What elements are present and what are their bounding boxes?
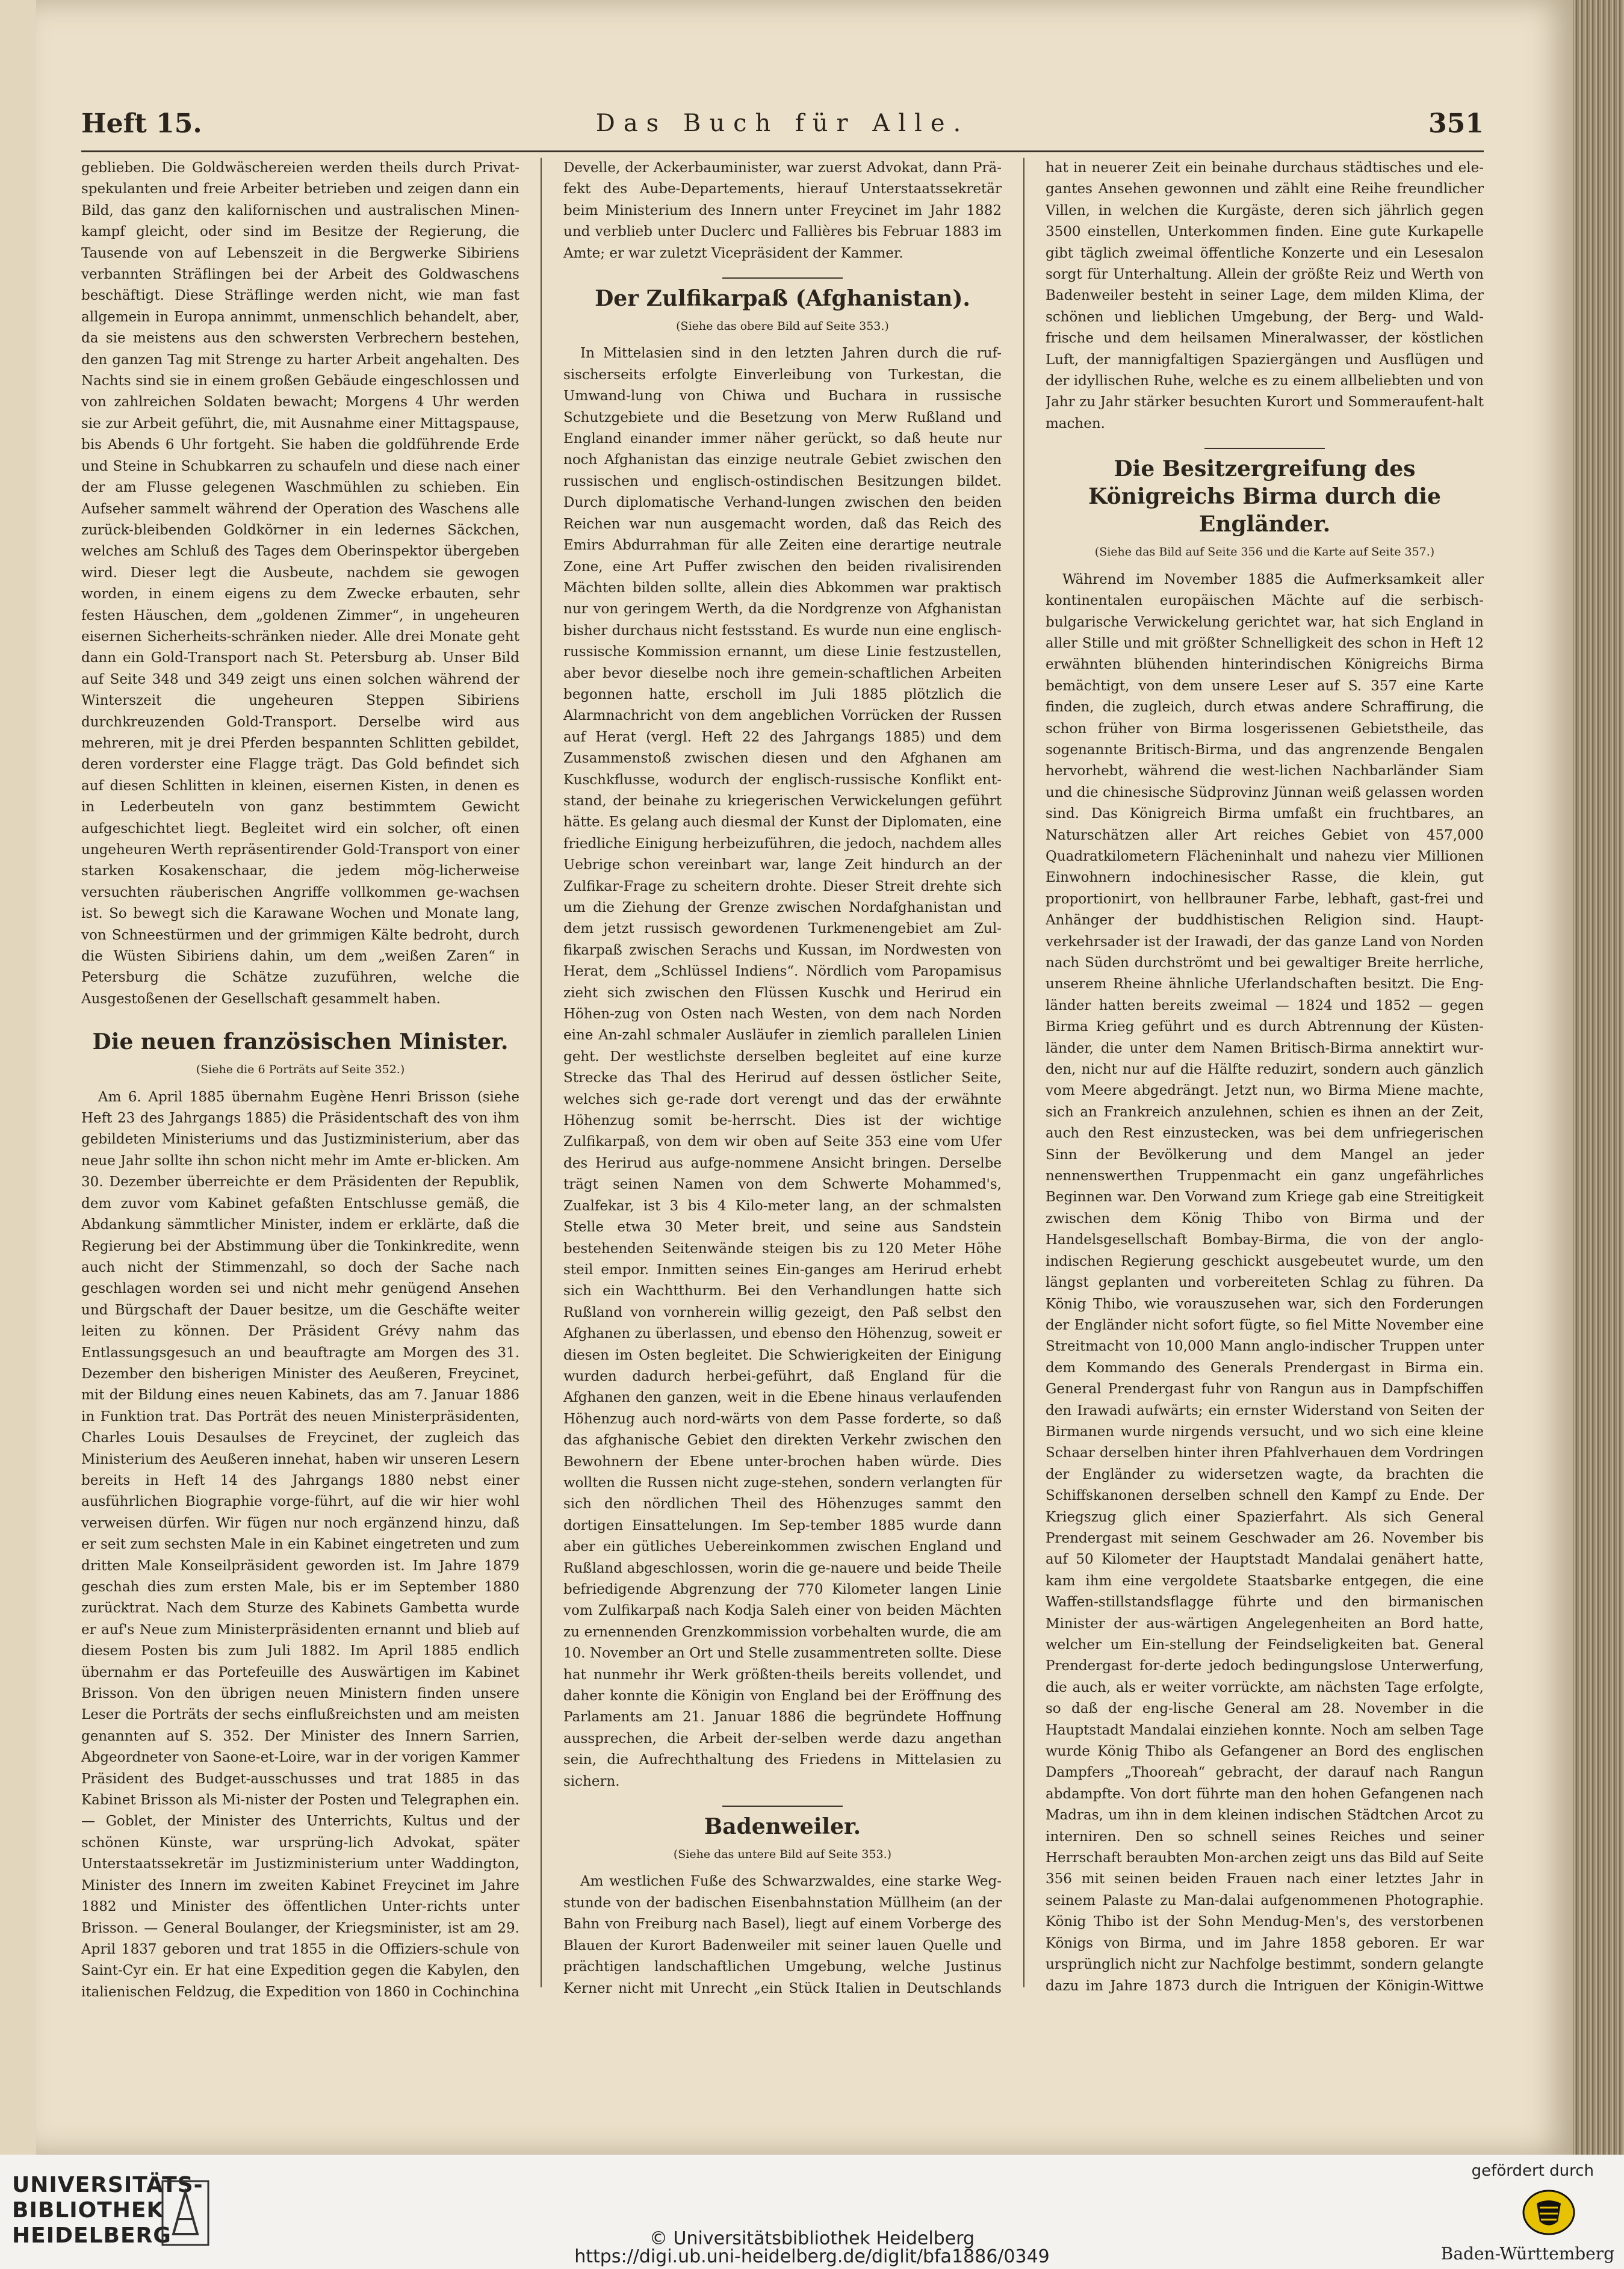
page-number: 351 xyxy=(1428,108,1484,139)
permalink[interactable]: https://digi.ub.uni-heidelberg.de/diglit/bfa1886/0349 xyxy=(574,2246,1050,2267)
text-column-3 xyxy=(1046,158,1484,1999)
image-reference: (Siehe das obere Bild auf Seite 353.) xyxy=(676,320,889,333)
article-heading-zulfikar: Der Zulfikarpaß (Afghanistan). xyxy=(595,286,970,312)
issue-number: Heft 15. xyxy=(81,108,202,139)
paragraph: Am westlichen Fuße des Schwarzwaldes, eine starke Weg-stunde von der badischen Eisenbahnstation Müllheim (an der Bahn von Freiburg nach Basel), liegt auf einem Vorberge des Blauen der Kurort Badenweiler mit seiner lauen Quelle und prächtigen landschaftlichen Umgebung, welche Justinus Kerner nicht mit Unrecht „ein Stück Italien in Deutschlands xyxy=(563,1874,1002,1996)
paragraph: geblieben. Die Goldwäschereien werden theils durch Privat-spekulanten und freie Arbeiter betrieben und zeigen dann ein Bild, das ganz den kalifornischen und australischen Minen-kampf gleicht, oder sind im Besitze der Regierung, die Tausende von auf Lebenszeit in die Bergwerke Sibiriens verbannten Sträflingen bei der Arbeit des Goldwaschens beschäftigt. Diese Sträflinge werden nicht, wie man fast allgemein in Europa annimmt, unmenschlich behandelt, aber, da sie meistens aus den schwersten Verbrechern bestehen, den ganzen Tag mit Strenge zu harter Arbeit angehalten. Des Nachts sind sie in einem großen Gebäude eingeschlossen und von zahlreichen Soldaten bewacht; Morgens 4 Uhr werden sie zur Arbeit geführt, die, mit Ausnahme einer Mittagspause, bis Abends 6 Uhr fortgeht. Sie haben die goldführende Erde und Steine in Schubkarren zu schaufeln und diese nach einer der am Flusse gelegenen Waschmühlen zu schieben. Ein Aufseher sammelt während der Operation des Waschens alle zurück-bleibenden Goldkörner in ein ledernes Säckchen, welches am Schluß des Tages dem Oberinspektor übergeben wird. Dieser legt die Ausbeute, nachdem sie gewogen worden, in einem eigens zu dem Zwecke erbauten, sehr festen Häuschen, dem „goldenen Zimmer“, in ungeheuren eisernen Sicherheits-schränken nieder. Alle drei Monate geht dann ein Gold-Transport nach St. Petersburg ab. Unser Bild auf Seite 348 und 349 zeigt uns einen solchen während der Winterszeit die ungeheuren Steppen Sibiriens durchkreuzenden Gold-Transport. Derselbe wird aus mehreren, mit je drei Pferden bespannten Schlitten gebildet, deren vorderster eine Flagge trägt. Das Gold befindet sich auf diesen Schlitten in kleinen, eisernen Kisten, in denen es in Lederbeuteln von ganz bestimmtem Gewicht aufgeschichtet liegt. Begleitet wird ein solcher, oft einen ungeheuren Werth repräsentirender Gold-Transport von einer starken Kosakenschaar, die jedem mög-licherweise versuchten räuberischen Angriffe vollkommen ge-wachsen ist. So bewegt sich die Karawane Wochen und Monate lang, von Schneestürmen und der grimmigen Kälte bedroht, durch die Wüsten Sibiriens dahin, um dem „weißen Zaren“ in Petersburg die Schätze zuzuführen, welche die Ausgestoßenen der Gesellschaft gesammelt haben. xyxy=(81,160,519,1007)
logo-text: BIBLIOTHEK xyxy=(12,2198,164,2223)
paragraph: In Mittelasien sind in den letzten Jahren durch die ruf-sischerseits erfolgte Einverleibung von Turkestan, die Umwand-lung von Chiwa und Buchara in russische Schutzgebiete und die Besetzung von Merw Rußland und England einander immer näher gerückt, so daß heute nur noch Afghanistan das einzige neutrale Gebiet zwischen den russischen und englisch-ostindischen Besitzungen bildet. Durch diplomatische Verhand-lungen zwischen den beiden Reichen war nun ausgemacht worden, daß das Reich des Emirs Abdurrahman für alle Zeiten eine derartige neutrale Zone, eine Art Puffer zwischen den beiden rivalisirenden Mächten bilden sollte, allein dies Abkommen war praktisch nur von geringem Werth, da die Nordgrenze von Afghanistan bisher durchaus nicht festsstand. Es wurde nun eine englisch-russische Kommission ernannt, um diese Linie festzustellen, aber bevor dieselbe noch ihre gemein-schaftlichen Arbeiten begonnen hatte, erscholl im Juli 1885 plötzlich die Alarmnachricht von dem angeblichen Vorrücken der Russen auf Herat (vergl. Heft 22 des Jahrgangs 1885) und dem Zusammenstoß zwischen diesen und den Afghanen am Kuschkflusse, wodurch der englisch-russische Konflikt ent-stand, der beinahe zu kriegerischen Verwickelungen geführt hätte. Es gelang auch diesmal der Kunst der Diplomaten, eine friedliche Einigung herbeizuführen, die jedoch, nachdem alles Uebrige schon vereinbart war, lange Zeit hindurch an der Zulfikar-Frage zu scheitern drohte. Dieser Streit drehte sich um die Ziehung der Grenze zwischen Nordafghanistan und dem jetzt russisch gewordenen Turkmenengebiet am Zul-fikarpaß zwischen Serachs und Kussan, im Nordwesten von Herat, dem „Schlüssel Indiens“. Nördlich vom Paropamisus zieht sich zwischen den Flüssen Kuschk und Herirud ein Höhen-zug von Osten nach Westen, von dem nach Norden eine An-zahl schmaler Ausläufer in ziemlich parallelen Linien geht. Der westlichste derselben begleitet auf eine kurze Strecke das Thal des Herirud auf dessen östlicher Seite, welches sich ge-rade dort verengt und das der erwähnte Höhenzug somit be-herrscht. Dies ist der wichtige Zulfikarpaß, von dem wir oben auf Seite 353 eine vom Ufer des Herirud aus aufge-nommene Ansicht bringen. Derselbe trägt seinen Namen von dem Schwerte Mohammed's, Zualfekar, ist 3 bis 4 Kilo-meter lang, an der schmalsten Stelle etwa 30 Meter breit, und seine aus Sandstein bestehenden Seitenwände steigen bis zu 120 Meter Höhe steil empor. Inmitten seines Ein-ganges am Herirud erhebt sich ein Wachtthurm. Bei den Verhandlungen hatte sich Rußland von vornherein willig gezeigt, den Paß selbst den Afghanen zu überlassen, und ebenso den Höhenzug, soweit er diesen im Osten begleitet. Die Schwierigkeiten der Einigung wurden dadurch herbei-geführt, daß England für die Afghanen den ganzen, weit in die Ebene hinaus verlaufenden Höhenzug auch nord-wärts von dem Passe forderte, so daß das afghanische Gebiet den direkten Verkehr zwischen den Bewohnern der Ebene unter-brochen haben würde. Dies wollten die Russen nicht zuge-stehen, sondern verlangten für sich den nördlichen Theil des Höhenzuges sammt den dortigen Einsattelungen. Im Sep-tember 1885 wurde dann aber ein gütliches Uebereinkommen zwischen England und Rußland abgeschlossen, worin die ge-nauere und beide Theile befriedigende Abgrenzung der 770 Kilometer langen Linie vom Zulfikarpaß nach Kodja Saleh einer von beiden Mächten zu ernennenden Grenzkommission vorbehalten wurde, die am 10. November an Ort und Stelle zusammentreten sollte. Diese hat nunmehr ihr Werk größten-theils bereits vollendet, und daher konnte die Königin von England bei der Eröffnung des Parlaments am 21. Januar 1886 die begründete Hoffnung aussprechen, die Arbeit der-selben werde dazu angethan sein, die Aufrechthaltung des Friedens in Mittelasien zu sichern. xyxy=(563,345,1002,1789)
paragraph: hat in neuerer Zeit ein beinahe durchaus städtisches und ele-gantes Ansehen gewonnen und zählt eine Reihe freundlicher Villen, in welchen die Kurgäste, deren sich jährlich gegen 3500 einstellen, Unterkommen finden. Eine gute Kurkapelle gibt täglich zweimal öffentliche Konzerte und ein Lesesalon sorgt für Unterhaltung. Allein der größte Reiz und Werth von Badenweiler besteht in seiner Lage, dem milden Klima, der schönen und lieblichen Umgebung, der Berg- und Wald-frische und dem heilsamen Mineralwasser, der köstlichen Luft, der mannigfaltigen Spaziergängen und Ausflügen und der idyllischen Ruhe, welche es zu einem allbeliebten und von Jahr zu Jahr stärker besuchten Kurort und Sommeraufent-halt machen. xyxy=(1046,160,1484,432)
funder-name: Baden-Württemberg xyxy=(1440,2244,1614,2264)
text-column-1 xyxy=(81,158,519,1999)
paragraph: Während im November 1885 die Aufmerksamkeit aller kontinentalen europäischen Mächte auf die serbisch-bulgarische Verwickelung gerichtet war, hat sich England in aller Stille und mit größter Schnelligkeit des schon in Heft 12 erwähnten blühenden hinterindischen Königreichs Birma bemächtigt, von dem unsere Leser auf S. 357 eine Karte finden, die zugleich, durch etwas andere Schraffirung, die schon früher von Birma losgerissenen Gebietstheile, das sogenannte Britisch-Birma, und das angrenzende Bengalen hervorhebt, während die west-lichen Nachbarländer Siam und die chinesische Südprovinz Jünnan weiß gelassen worden sind. Das Königreich Birma umfaßt ein fruchtbares, an Naturschätzen aller Art reiches Gebiet von 457,000 Quadratkilometern Flächeninhalt und nahezu vier Millionen Einwohnern indochinesischer Rasse, die klein, gut proportionirt, von hellbrauner Farbe, lebhaft, gast-frei und Anhänger der buddhistischen Religion sind. Haupt-verkehrsader ist der Irawadi, der das ganze Land von Norden nach Süden durchströmt und bei gewaltiger Breite herrliche, unserem Rheine ähnliche Uferlandschaften besitzt. Die Eng-länder hatten bereits zweimal — 1824 und 1852 — gegen Birma Krieg geführt und es durch Abtrennung der Küsten-länder, die unter dem Namen Britisch-Birma annektirt wur-den, nicht nur auf die Hälfte reduzirt, sondern auch gänzlich vom Meere abgedrängt. Jetzt nun, wo Birma Miene machte, sich an Frankreich anzulehnen, schien es ihnen an der Zeit, auch den Rest einzustecken, was bei dem unfriegerischen Sinn der Bevölkerung und dem Mangel an jeder nennenswerthen Truppenmacht ein ganz ungefährliches Beginnen war. Den Vorwand zum Kriege gab eine Streitigkeit zwischen dem König Thibo von Birma und der Handelsgesellschaft Bombay-Birma, die von der anglo-indischen Regierung geschickt ausgebeutet wurde, um den längst geplanten und vorbereiteten Schlag zu führen. Da König Thibo, wie vorauszusehen war, sich den Forderungen der Engländer nicht sofort fügte, so fiel Mitte November eine Streitmacht von 10,000 Mann anglo-indischer Truppen unter dem Kommando des Generals Prendergast in Birma ein. General Prendergast fuhr von Rangun aus in Dampfschiffen den Irawadi aufwärts; ein ernster Widerstand von Seiten der Birmanen wurde nirgends versucht, und wo sich eine kleine Schaar derselben hinter ihren Pfahlverhauen dem Vordringen der Engländer zu widersetzen wagte, da brachten die Schiffskanonen derselben schnell den Kampf zu Ende. Der Kriegszug glich einer Spazierfahrt. Als sich General Prendergast mit seinem Geschwader am 26. November bis auf 50 Kilometer der Hauptstadt Mandalai genähert hatte, kam ihm eine vergoldete Staatsbarke entgegen, die eine Waffen-stillstandsflagge führte und den birmanischen Minister der aus-wärtigen Angelegenheiten an Bord hatte, welcher um Ein-stellung der Feindseligkeiten bat. General Prendergast for-derte jedoch bedingungslose Unterwerfung, die auch, als er weiter vorrückte, am nächsten Tage erfolgte, so daß der eng-lische General am 28. November in die Hauptstadt Mandalai einziehen konnte. Noch am selben Tage wurde König Thibo als Gefangener an Bord des englischen Dampfers „Thooreah“ gebracht, der darauf nach Rangun abdampfte. Von dort führte man den hohen Gefangenen nach Madras, um ihn in dem kleinen indischen Städtchen Arcot zu interniren. Den so schnell seines Reiches und seiner Herrschaft beraubten Mon-archen zeigt uns das Bild auf Seite 356 mit seinen beiden Frauen nach einer letztes Jahr in seinem Palaste zu Man-dalai aufgenommenen Photographie. König Thibo ist der Sohn Mendug-Men's, des verstorbenen Königs von Birma, und im Jahre 1858 geboren. Er war ursprünglich nicht zur Nachfolge bestimmt, sondern gelangte dazu im Jahre 1873 durch die Intriguen der Königin-Wittwe xyxy=(1046,571,1484,1994)
section-separator xyxy=(722,277,843,279)
section-separator xyxy=(1204,448,1325,449)
article-heading-ministers: Die neuen französischen Minister. xyxy=(92,1029,509,1055)
state-coat-of-arms-icon xyxy=(1522,2188,1576,2236)
header-rule xyxy=(81,150,1484,152)
copyright-notice: © Universitätsbibliothek Heidelberg xyxy=(649,2228,975,2249)
page-header xyxy=(81,108,1484,150)
column-divider xyxy=(541,158,542,1987)
column-divider xyxy=(1023,158,1024,1987)
article-heading-birma: Die Besitzergreifung des Königreichs Birma durch die Engländer. xyxy=(1088,456,1441,537)
paragraph: Develle, der Ackerbauminister, war zuerst Advokat, dann Prä-fekt des Aube-Departements, hierauf Unterstaatssekretär beim Ministerium des Innern unter Freycinet im Jahr 1882 und verblieb unter Duclerc und Fallières bis Februar 1883 im Amte; er war zuletzt Vicepräsident der Kammer. xyxy=(563,160,1002,261)
image-reference: (Siehe die 6 Porträts auf Seite 352.) xyxy=(196,1063,405,1077)
image-reference: (Siehe das untere Bild auf Seite 353.) xyxy=(673,1848,892,1862)
library-footer xyxy=(0,2155,1624,2269)
image-reference: (Siehe das Bild auf Seite 356 und die Karte auf Seite 357.) xyxy=(1094,545,1435,559)
article-heading-badenweiler: Badenweiler. xyxy=(704,1814,861,1840)
text-column-2 xyxy=(563,158,1002,1999)
paragraph: Am 6. April 1885 übernahm Eugène Henri Brisson (siehe Heft 23 des Jahrgangs 1885) die Präsidentschaft des von ihm gebildeten Ministeriums und das Justizministerium, aber das neue Jahr sollte ihn schon nicht mehr im Amte er-blicken. Am 30. Dezember überreichte er dem Präsidenten der Republik, dem zuvor vom Kabinet gefaßten Entschlusse gemäß, die Abdankung sämmtlicher Minister, indem er erklärte, daß die Regierung bei der Abstimmung über die Tonkinkredite, wenn auch nicht der Stimmenzahl, so doch der Sache nach geschlagen worden sei und nicht mehr genügend Ansehen und Bürgschaft der Dauer besitze, um die Geschäfte weiter leiten zu können. Der Präsident Grévy nahm das Entlassungsgesuch an und beauftragte am Morgen des 31. Dezember den bisherigen Minister des Aeußeren, Freycinet, mit der Bildung eines neuen Kabinets, das am 7. Januar 1886 in Funktion trat. Das Porträt des neuen Ministerpräsidenten, Charles Louis Desaulses de Freycinet, der zugleich das Ministerium des Aeußeren innehat, haben wir unseren Lesern bereits in Heft 14 des Jahrgangs 1880 nebst einer ausführlichen Biographie vorge-führt, auf die wir hier wohl verweisen dürfen. Wir fügen nur noch ergänzend hinzu, daß er seit zum sechsten Male in ein Kabinet eingetreten und zum dritten Male Konseilpräsident geworden ist. Im Jahre 1879 geschah dies zum ersten Male, bis er im September 1880 zurücktrat. Nach dem Sturze des Kabinets Gambetta wurde er auf's Neue zum Ministerpräsidenten ernannt und blieb auf diesem Posten bis zum Juli 1882. Im April 1885 endlich übernahm er das Portefeuille des Auswärtigen im Kabinet Brisson. Von den übrigen neuen Ministern finden unsere Leser die Porträts der sechs einflußreichsten und am meisten genannten auf S. 352. Der Minister des Innern Sarrien, Abgeordneter von Saone-et-Loire, war in der vorigen Kammer Präsident des Budget-ausschusses und trat 1885 in das Kabinet Brisson als Mi-nister der Posten und Telegraphen ein. — Goblet, der Minister des Unterrichts, Kultus und der schönen Künste, war ursprüng-lich Advokat, später Unterstaatssekretär im Justizministerium unter Waddington, Minister des Innern im zweiten Kabinet Freycinet im Jahre 1882 und Minister des öffentlichen Unter-richts unter Brisson. — General Boulanger, der Kriegsminister, ist am 29. April 1837 geboren und trat 1855 in die Offiziers-schule von Saint-Cyr ein. Er hat eine Expedition gegen die Kabylen, den italienischen Feldzug, die Expedition von 1860 in Cochinchina xyxy=(81,1089,519,1999)
newspaper-page xyxy=(36,0,1574,2155)
logo-text: UNIVERSITÄTS- xyxy=(12,2173,203,2197)
funding-label: gefördert durch xyxy=(1471,2162,1594,2180)
logo-text: HEIDELBERG xyxy=(12,2223,172,2248)
section-separator xyxy=(722,1806,843,1807)
book-edge xyxy=(1573,0,1624,2155)
publication-title: Das Buch für Alle. xyxy=(595,110,970,137)
